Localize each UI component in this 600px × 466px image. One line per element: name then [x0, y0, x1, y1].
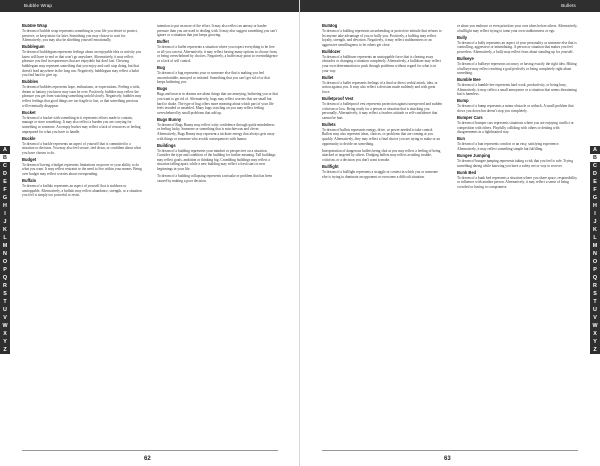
entry-term: Bullet [322, 74, 334, 80]
entry-definition: To dream of a buffalo represents an aspect of yourself that is stubborn or unstoppable. Alternatively, a buffalo may reflect abundance, strength, or a situation you feel is simply too powerful to resist. [22, 184, 142, 198]
entry-definition: To dream of a bullet represents feelings of a final or direct verbal attack, idea, or action against you. It may also reflect a decision made suddenly and with great force. [322, 80, 438, 94]
dictionary-entry [322, 165, 443, 179]
entry-definition: To dream of a bun represents comfort or an easy, satisfying experience. Alternatively, it may reflect something simple but fulfilling. [457, 142, 560, 151]
alphabet-letter-n: N [593, 251, 597, 257]
alphabet-letter-a: A [3, 147, 7, 153]
alphabet-letter-q: Q [2, 275, 8, 281]
alphabet-letter-b: B [590, 154, 600, 162]
dictionary-entry [22, 80, 143, 108]
entry-term: Bulldog [322, 24, 338, 28]
entry-term: Bullfight [322, 163, 339, 169]
entry-term: Bugs Bunny [157, 116, 182, 122]
entry-term: Bulletproof Vest [322, 95, 354, 101]
alphabet-letter-g: G [592, 195, 598, 201]
alphabet-letter-j: J [3, 219, 7, 225]
dictionary-entry [157, 24, 278, 38]
alphabet-letter-l: L [593, 235, 597, 241]
entry-definition: To dream of a buffet represents a situation where you expect everything to be free or all you can eat. Alternatively, it may reflect having many options to choose from, or being overwhelmed by choices. Negatively, a buffet may point to overindulgence or a lack of self control. [157, 45, 278, 64]
entry-definition: To dream of having a budget represents limitations on power or your ability to do what you want. It may reflect restraint or the need to live within your means. Being over budget may reflect worries about overspending. [22, 162, 142, 177]
alphabet-letter-r: R [3, 283, 7, 289]
alphabet-letter-p: P [3, 267, 7, 273]
alphabet-letter-p: P [593, 267, 597, 273]
alphabet-letter-g: G [2, 195, 8, 201]
entry-definition: To dream of bullets represents energy, drive, or power needed to take control. Bullets may also represent ideas, choices, or problems that are coming at you quickly. Alternatively, they may reflect a final choice you are trying to make or an opportunity to decide on something. [322, 127, 440, 146]
left-alphabet-tab [0, 146, 10, 354]
alphabet-letter-k: K [593, 227, 597, 233]
dictionary-entry [22, 179, 143, 198]
alphabet-letter-f: F [593, 187, 597, 193]
entry-term: Bumble Bee [457, 77, 481, 83]
entry-term: Bucket [22, 109, 36, 115]
entry-term: Buffalo [22, 178, 37, 184]
dictionary-entry [322, 123, 443, 146]
alphabet-letter-m: M [592, 243, 598, 249]
dictionary-entry [322, 24, 443, 47]
alphabet-letter-s: S [3, 291, 7, 297]
alphabet-letter-d: D [593, 171, 597, 177]
entry-definition: To dream of a building collapsing represents a mistake or problem that has been caused by making a poor decision. [157, 174, 273, 183]
alphabet-letter-v: V [593, 315, 597, 321]
alphabet-letter-k: K [3, 227, 7, 233]
alphabet-letter-y: Y [3, 339, 7, 345]
alphabet-letter-t: T [3, 299, 7, 305]
dictionary-entry [157, 144, 278, 172]
dictionary-entry [322, 76, 443, 95]
alphabet-letter-w: W [2, 323, 8, 329]
entry-definition: To dream of a bully represents an aspect of your personality or someone else that is controlling, aggressive or intimidating. A person or situation that makes you feel powerless. Alternatively, a bully may reflect fears about standing up for yourself. [457, 40, 577, 54]
dictionary-entry [457, 137, 578, 151]
left-page-number: 62 [144, 456, 151, 462]
entry-definition: To dream of a building represents your mindset or perspective on a situation. Consider the type and condition of the building for further meaning. Tall buildings may reflect goals, ambition or thinking big. Crumbling buildings may reflect a situation falling apart, while a new building may reflect a fresh start or new beginnings in your life. [157, 148, 276, 172]
dictionary-entry [157, 66, 278, 85]
right-columns [322, 24, 578, 436]
entry-definition: Bugs and insects in dreams are about things that are annoying, bothering you or that you want to get rid of. Alternatively, bugs may reflect worries that are small but hard to shake. The type of bug offers more meaning about which part of your life feels invaded or unsettled. Many bugs crawling on you may reflect feeling overwhelmed by small problems that add up. [157, 92, 278, 115]
right-header-text: Bullets [561, 3, 576, 8]
right-footer-rule [322, 450, 578, 451]
alphabet-letter-a: A [593, 147, 597, 153]
dictionary-entry [22, 111, 143, 134]
alphabet-letter-y: Y [593, 339, 597, 345]
entry-term: Bugs [157, 86, 168, 92]
dictionary-entry [457, 36, 578, 55]
left-footer-rule [22, 450, 278, 451]
alphabet-letter-c: C [593, 163, 597, 169]
dictionary-entry [457, 154, 578, 168]
entry-definition: To dream of a bug represents your or someone else that is making you feel uncomfortable, annoyed or irritated. Something that you can't get rid of or that keeps bothering you. [157, 71, 270, 85]
entry-term: Bungee Jumping [457, 153, 491, 159]
dictionary-entry [157, 174, 278, 183]
right-column-1 [322, 24, 443, 436]
dictionary-entry [22, 137, 143, 156]
left-running-header [0, 0, 300, 12]
dictionary-entry [457, 99, 578, 113]
entry-definition: To dream of a bump represents a minor obstacle or setback. A small problem that slows you down but doesn't stop you completely. [457, 104, 574, 114]
entry-definition: To dream of bubble wrap represents something in your life you desire to protect, preserve, or keep intact for later. Something you may choose to wait for. Alternatively, you may also be shielding yourself emotionally. [22, 28, 138, 43]
alphabet-letter-u: U [3, 307, 7, 313]
dictionary-entry [157, 118, 278, 141]
alphabet-letter-d: D [3, 171, 7, 177]
alphabet-letter-e: E [3, 179, 7, 185]
left-header-text: Bubble Wrap [24, 3, 53, 8]
entry-definition: To dream of bumper cars represents situations where you are enjoying conflict or competition with others. Playfully colliding with others or dealing with disagreements in a lighthearted way. [457, 121, 574, 135]
entry-term: Bullets [322, 121, 336, 127]
entry-definition: To dream of bubblegum represents feelings about an enjoyable idea or activity you know will have to end or that won't go anywhere. Alternatively, it may reflect pleasure you find in experiences that are enjoyable but don't last. Chewing bubblegum may represent something that you enjoy and can't stop doing, but that doesn't lead anywhere in the long run. Negatively, bubblegum may reflect a habit you find hard to give up. [22, 50, 142, 78]
right-running-header [300, 0, 600, 12]
entry-term: Bump [457, 98, 469, 104]
alphabet-letter-o: O [2, 259, 8, 265]
alphabet-letter-m: M [2, 243, 8, 249]
entry-term: Bulldozer [322, 48, 341, 54]
entry-definition: To dream of bubbles represents hope, enthusiasm, or expectations. Feeling a wish, dream or fantasy you know may soon be over. Positively, bubbles may reflect the pleasure you get from watching something unfold slowly. Negatively, bubbles may reflect feelings that good things are too fragile to last, or that something precious will eventually disappear. [22, 85, 142, 108]
dictionary-entry [22, 24, 143, 43]
entry-term: Bubbles [22, 79, 39, 85]
left-column-1 [22, 24, 143, 436]
entry-term: Buffet [157, 39, 169, 45]
dictionary-entry [457, 78, 578, 97]
entry-term: Bubble Wrap [22, 24, 48, 28]
right-page [300, 0, 600, 466]
alphabet-letter-u: U [593, 307, 597, 313]
entry-definition: To dream of a bulldozer represents an unstoppable force that is clearing away obstacles or changing a situation completely. Alternatively, a bulldozer may reflect your own determination to push through problems without regard for what is in your way. [322, 54, 441, 73]
alphabet-letter-n: N [3, 251, 7, 257]
left-column-2 [157, 24, 278, 436]
alphabet-letter-h: H [3, 203, 7, 209]
entry-term: Bunk Bed [457, 169, 477, 175]
dictionary-entry [457, 24, 578, 33]
entry-definition: To dream of a bulletproof vest represents protection against unexpected and sudden criticism or loss. Being ready for a person or situation that is attacking you personally. Alternatively, it may reflect a fearless attitude or self-confidence that cannot be hurt. [322, 101, 442, 120]
dictionary-entry [457, 57, 578, 76]
entry-term: Bun [457, 136, 465, 142]
dictionary-entry [457, 116, 578, 135]
dictionary-entry [457, 171, 578, 190]
dictionary-entry [322, 97, 443, 120]
dictionary-entry [322, 149, 443, 163]
entry-term: Bully [457, 34, 468, 40]
alphabet-letter-i: I [594, 211, 596, 217]
entry-term: Buckle [22, 135, 36, 141]
alphabet-letter-q: Q [592, 275, 598, 281]
alphabet-letter-w: W [592, 323, 598, 329]
entry-definition: Interpretation of dangerous bullets being shot at you may reflect a feeling of being attacked or targeted by others. Dodging bullets may reflect avoiding trouble, criticism, or a decision you don't want to make. [322, 148, 441, 162]
entry-definition: To dream of a bucket with something in it represents efforts made to contain, manage or store something. It may also reflect a burden you are carrying for something or someone. An empty bucket may reflect a lack of resources or feeling unprepared for what you have to handle. [22, 115, 141, 134]
dictionary-entry [322, 50, 443, 73]
right-column-2 [457, 24, 578, 436]
alphabet-letter-f: F [3, 187, 7, 193]
entry-definition: To dream of Bugs Bunny may reflect witty confidence through quick-mindedness or feeling lucky. Someone or something that is mischievous and clever. Alternatively, Bugs Bunny may represent a trickster energy that always gets away with things or someone who avoids consequences with humor. [157, 122, 275, 141]
dictionary-entry [157, 40, 278, 63]
alphabet-letter-j: J [593, 219, 597, 225]
dictionary-entry [157, 87, 278, 115]
alphabet-letter-l: L [3, 235, 7, 241]
entry-definition: To dream of bungee jumping represents taking a risk that you feel is safe. Trying something daring while knowing you have a safety net or way to recover. [457, 159, 574, 168]
alphabet-letter-z: Z [593, 347, 597, 353]
alphabet-letter-c: C [3, 163, 7, 169]
entry-term: Budget [22, 156, 37, 162]
entry-definition: or alone you embrace or even prioritize your own ideas before others. Alternatively, a bullfight may reflect trying to tame your own stubbornness or ego. [457, 24, 578, 33]
left-columns [22, 24, 278, 436]
alphabet-letter-x: X [3, 331, 7, 337]
alphabet-letter-h: H [593, 203, 597, 209]
dictionary-entry [22, 45, 143, 78]
alphabet-letter-i: I [4, 211, 6, 217]
entry-definition: To dream of a bullfight represents a struggle or contest in which you or someone else is trying to dominate an opponent or overcome a difficult situation. [322, 169, 438, 179]
entry-term: Buildings [157, 142, 176, 148]
entry-term: Bumper Cars [457, 115, 483, 121]
alphabet-letter-r: R [593, 283, 597, 289]
alphabet-letter-e: E [593, 179, 597, 185]
entry-definition: To dream of a bumble bee represents hard work, productivity, or being busy. Alternatively, it may reflect a small annoyance or a situation that seems threatening but is harmless. [457, 83, 577, 97]
alphabet-letter-v: V [3, 315, 7, 321]
alphabet-letter-z: Z [3, 347, 7, 353]
entry-definition: To dream of a bunk bed represents a situation where you share space, responsibility or influence with another person. Alternatively, it may reflect a sense of being crowded or having to compromise. [457, 175, 578, 189]
alphabet-letter-o: O [592, 259, 598, 265]
entry-term: Bubblegum [22, 44, 45, 50]
entry-definition: To dream of a buckle represents an aspect of yourself that is committed to a situation or decision. You may also feel secure, tied down, or confident about what you have chosen to do. [22, 141, 141, 155]
entry-term: Bug [157, 65, 165, 71]
alphabet-letter-x: X [593, 331, 597, 337]
right-page-number: 63 [444, 456, 451, 462]
entry-definition: To dream of a bulldog represents an unbending or protective attitude that refuses to let anyone take advantage of you or bully you. Positively, a bulldog may reflect loyalty, strength, and devotion. Negatively, it may reflect stubbornness or an aggressive unwillingness to let others get close. [322, 28, 442, 47]
entry-definition: To dream of a bullseye represents accuracy or having exactly the right idea. Hitting a bullseye may reflect reaching a goal perfectly or being completely right about something. [457, 61, 577, 76]
alphabet-letter-t: T [593, 299, 597, 305]
dictionary-entry [22, 158, 143, 177]
entry-term: Bullseye [457, 55, 474, 61]
entry-definition: intention to put on more of the effort. It may also reflect an uneasy or harder pressure than you are used to dealing with. It may also suggest something you can't ignore or a situation that just keeps growing. [157, 24, 277, 38]
right-alphabet-tab [590, 146, 600, 354]
alphabet-letter-b: B [0, 154, 10, 162]
alphabet-letter-s: S [593, 291, 597, 297]
